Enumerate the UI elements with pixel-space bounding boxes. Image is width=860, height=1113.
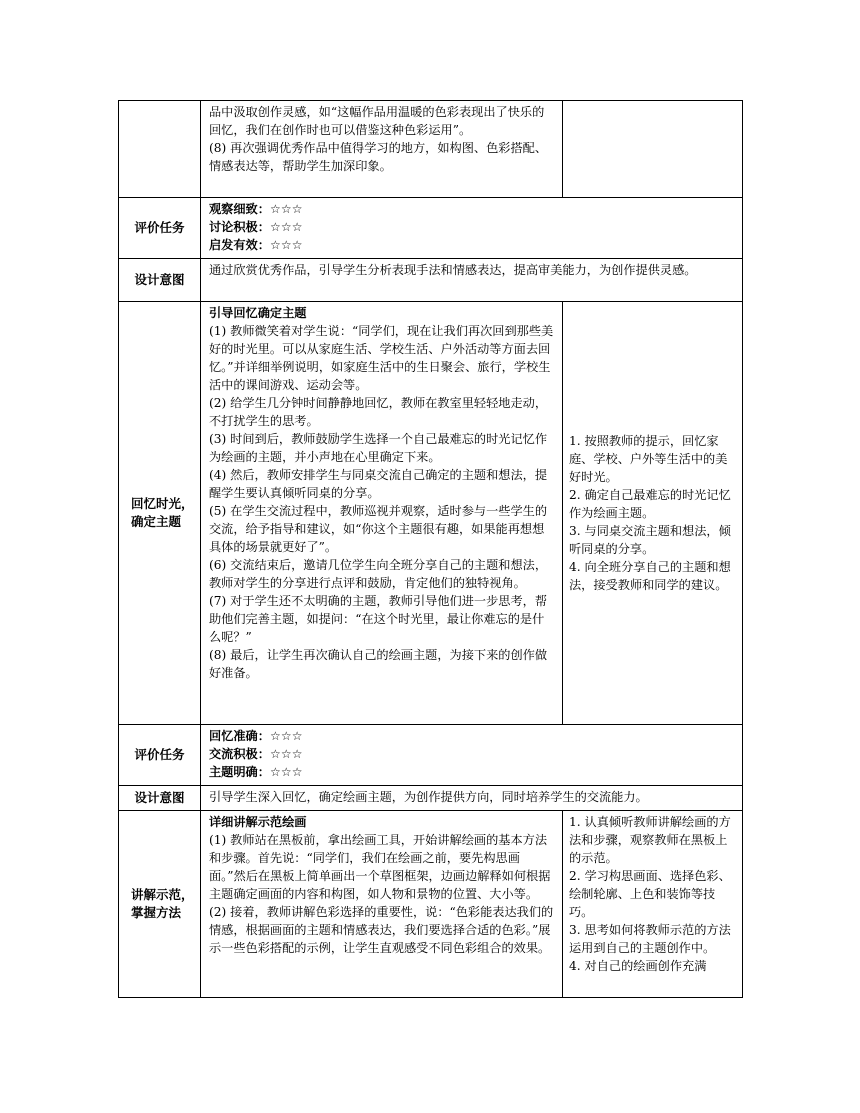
lesson-plan-page xyxy=(118,100,742,998)
evaluation-items xyxy=(201,725,743,786)
student-activity-cell xyxy=(563,302,743,725)
star-rating: ☆☆☆ xyxy=(269,729,303,743)
teacher-activity-cell xyxy=(201,302,563,725)
evaluation-criterion: 交流积极： xyxy=(209,747,270,761)
recall-stage-row xyxy=(119,302,743,725)
evaluation-label: 评价任务 xyxy=(119,725,201,786)
star-rating: ☆☆☆ xyxy=(269,747,303,761)
teacher-step: (3) 时间到后，教师鼓励学生选择一个自己最难忘的时光记忆作为绘画的主题，并小声地在心里确定下来。 xyxy=(209,432,548,464)
stage-label: 回忆时光，确定主题 xyxy=(119,302,201,725)
design-intent-row xyxy=(119,786,743,811)
teacher-step: (4) 然后，教师安排学生与同桌交流自己确定的主题和想法，提醒学生要认真倾听同桌的分享。 xyxy=(209,468,548,500)
teacher-step: (2) 给学生几分钟时间静静地回忆，教师在教室里轻轻地走动，不打扰学生的思考。 xyxy=(209,396,548,428)
evaluation-row xyxy=(119,198,743,259)
evaluation-row xyxy=(119,725,743,786)
star-rating: ☆☆☆ xyxy=(269,238,303,252)
teacher-activity-cell xyxy=(201,811,563,998)
star-rating: ☆☆☆ xyxy=(269,220,303,234)
evaluation-criterion: 主题明确： xyxy=(209,765,270,779)
activity-title: 详细讲解示范绘画 xyxy=(209,815,307,829)
student-activity-cell-empty xyxy=(563,101,743,198)
design-intent-row xyxy=(119,259,743,302)
continuation-row xyxy=(119,101,743,198)
evaluation-label: 评价任务 xyxy=(119,198,201,259)
stage-label: 讲解示范，掌握方法 xyxy=(119,811,201,998)
demo-stage-row xyxy=(119,811,743,998)
activity-title: 引导回忆确定主题 xyxy=(209,306,307,320)
stage-cell-empty xyxy=(119,101,201,198)
star-rating: ☆☆☆ xyxy=(269,765,303,779)
student-step: 1. 认真倾听教师讲解绘画的方法和步骤，观察教师在黑板上的示范。 xyxy=(569,815,731,865)
design-intent-label: 设计意图 xyxy=(119,259,201,302)
student-step: 1. 按照教师的提示，回忆家庭、学校、户外等生活中的美好时光。 xyxy=(569,434,728,484)
student-step: 2. 确定自己最难忘的时光记忆作为绘画主题。 xyxy=(569,488,731,520)
student-step: 2. 学习构思画面、选择色彩、绘制轮廓、上色和装饰等技巧。 xyxy=(569,869,731,919)
teacher-step: 品中汲取创作灵感，如“这幅作品用温暖的色彩表现出了快乐的回忆，我们在创作时也可以借鉴这种色彩运用”。 xyxy=(209,105,545,137)
teacher-step: (2) 接着，教师讲解色彩选择的重要性，说：“色彩能表达我们的情感，根据画面的主题和情感表达，我们要选择合适的色彩。”展示一些色彩搭配的示例，让学生直观感受不同色彩组合的效果。 xyxy=(209,905,554,955)
teacher-step: (8) 再次强调优秀作品中值得学习的地方，如构图、色彩搭配、情感表达等，帮助学生加深印象。 xyxy=(209,141,548,173)
teacher-step: (1) 教师微笑着对学生说：“同学们，现在让我们再次回到那些美好的时光里。可以从家庭生活、学校生活、户外活动等方面去回忆。”并详细举例说明，如家庭生活中的生日聚会、旅行，学校生活中的课间游戏、运动会等。 xyxy=(209,324,554,392)
teacher-step: (7) 对于学生还不太明确的主题，教师引导他们进一步思考，帮助他们完善主题，如提问：“在这个时光里，最让你难忘的是什么呢？” xyxy=(209,594,548,644)
design-intent-label: 设计意图 xyxy=(119,786,201,811)
student-step: 4. 对自己的绘画创作充满 xyxy=(569,959,707,973)
student-step: 3. 思考如何将教师示范的方法运用到自己的主题创作中。 xyxy=(569,923,731,955)
teacher-activity-cell xyxy=(201,101,563,198)
teacher-step: (5) 在学生交流过程中，教师巡视并观察，适时参与一些学生的交流，给予指导和建议，如“你这个主题很有趣，如果能再想想具体的场景就更好了”。 xyxy=(209,504,548,554)
evaluation-criterion: 启发有效： xyxy=(209,238,270,252)
evaluation-criterion: 观察细致： xyxy=(209,202,270,216)
teacher-step: (1) 教师站在黑板前，拿出绘画工具，开始讲解绘画的基本方法和步骤。首先说：“同学们，我们在绘画之前，要先构思画面。”然后在黑板上简单画出一个草图框架，边画边解释如何根据主题确定画面的内容和构图，如人物和景物的位置、大小等。 xyxy=(209,833,551,901)
student-step: 3. 与同桌交流主题和想法，倾听同桌的分享。 xyxy=(569,524,731,556)
evaluation-criterion: 回忆准确： xyxy=(209,729,270,743)
design-intent-text: 引导学生深入回忆，确定绘画主题，为创作提供方向，同时培养学生的交流能力。 xyxy=(201,786,743,811)
evaluation-criterion: 讨论积极： xyxy=(209,220,270,234)
student-step: 4. 向全班分享自己的主题和想法，接受教师和同学的建议。 xyxy=(569,560,731,592)
lesson-plan-table xyxy=(118,100,743,998)
teacher-step: (8) 最后，让学生再次确认自己的绘画主题，为接下来的创作做好准备。 xyxy=(209,648,548,680)
student-activity-cell xyxy=(563,811,743,998)
teacher-step: (6) 交流结束后，邀请几位学生向全班分享自己的主题和想法，教师对学生的分享进行点评和鼓励，肯定他们的独特视角。 xyxy=(209,558,548,590)
star-rating: ☆☆☆ xyxy=(269,202,303,216)
evaluation-items xyxy=(201,198,743,259)
design-intent-text: 通过欣赏优秀作品，引导学生分析表现手法和情感表达，提高审美能力，为创作提供灵感。 xyxy=(201,259,743,302)
